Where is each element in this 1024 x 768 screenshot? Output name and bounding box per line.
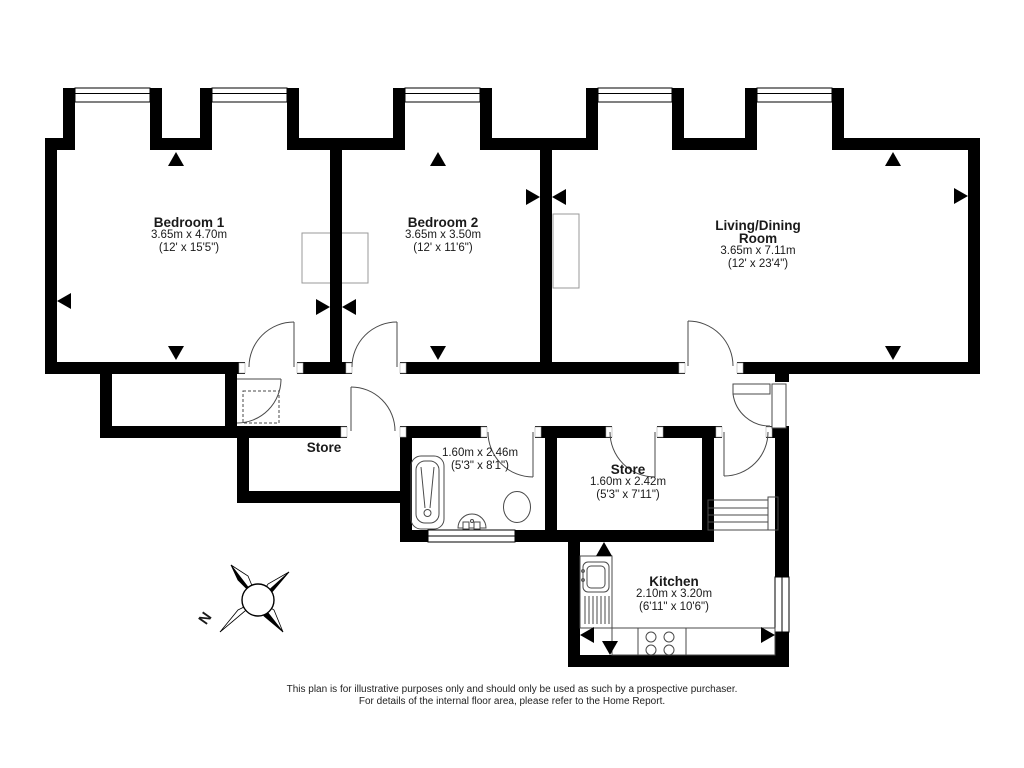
door-bedroom1 [249, 322, 294, 367]
room-label-living-dining [715, 219, 801, 271]
room-name: Bedroom 2 [407, 215, 479, 230]
room-label-bedroom1 [151, 216, 227, 255]
door-jambs [239, 363, 772, 437]
room-label-kitchen [636, 575, 712, 614]
arrow-kitchen-right [761, 627, 775, 643]
disclaimer-line1: This plan is for illustrative purposes only and should only be used as such by a prospective purchaser. [286, 684, 738, 695]
disclaimer-line2: For details of the internal floor area, please refer to the Home Report. [358, 695, 666, 707]
door-bedroom2 [352, 322, 397, 367]
room-name: Store [610, 462, 646, 477]
room-dim-metric: 3.65m x 3.50m [404, 229, 482, 241]
arrow-bed2-down [430, 346, 446, 360]
door-kitchen-lobby [724, 432, 768, 476]
arrow-living-right [954, 188, 968, 204]
kitchen-counter-bottom [612, 628, 775, 655]
drainer-icon [585, 596, 609, 624]
arrow-living-down [885, 346, 901, 360]
room-dim-imperial: (6'11" x 10'6") [639, 601, 709, 613]
room-name-line1: Living/Dining [715, 218, 801, 233]
cupboard-outline [553, 214, 579, 288]
room-name: Store [306, 440, 342, 455]
room-dim-imperial: (12' x 11'6") [413, 242, 473, 254]
room-label-store1 [307, 441, 342, 454]
room-name: Kitchen [649, 574, 699, 589]
room-name-line2: Room [738, 231, 778, 246]
room-dim-metric: 3.65m x 4.70m [150, 229, 228, 241]
arrow-bed2-right [526, 189, 540, 205]
room-dim-metric: 1.60m x 2.46m [441, 447, 519, 459]
room-dim-metric: 1.60m x 2.42m [589, 476, 667, 488]
arrow-bed1-left [57, 293, 71, 309]
kitchen-sink-icon [582, 562, 609, 592]
door-store1 [351, 387, 395, 431]
shelves-icon [708, 497, 778, 530]
arrow-kitchen-up [596, 542, 612, 556]
arrow-bed1-down [168, 346, 184, 360]
room-dim-imperial: (5'3" x 8'1") [451, 460, 509, 472]
toilet-icon [504, 492, 531, 523]
window-bedroom1-a [75, 88, 150, 102]
arrow-bed1-up [168, 152, 184, 166]
arrow-living-left [552, 189, 566, 205]
arrow-bed2-left [342, 299, 356, 315]
windows [75, 88, 832, 632]
window-living-b [757, 88, 832, 102]
window-bedroom2 [405, 88, 480, 102]
door-living [688, 321, 733, 366]
dashed-cupboard-outline [243, 391, 279, 423]
room-dim-metric: 2.10m x 3.20m [635, 588, 713, 600]
window-living-a [598, 88, 672, 102]
disclaimer [287, 684, 738, 707]
room-dim-imperial: (5'3" x 7'11") [596, 489, 660, 501]
room-label-bathroom [442, 447, 518, 473]
room-dim-imperial: (12' x 23'4") [727, 258, 789, 270]
window-kitchen [775, 577, 789, 632]
room-label-bedroom2 [405, 216, 481, 255]
room-label-store2 [590, 463, 666, 502]
room-dim-metric: 3.65m x 7.11m [720, 245, 796, 257]
hob-icon [638, 628, 686, 655]
arrow-bed1-right [316, 299, 330, 315]
sink-icon [458, 514, 486, 529]
walls [45, 88, 980, 667]
window-bedroom1-b [212, 88, 287, 102]
door-hallway-lobby [237, 379, 281, 423]
north-label: N [195, 609, 216, 628]
window-bathroom [428, 530, 515, 542]
arrow-kitchen-down [602, 641, 618, 655]
bathtub-icon [411, 456, 444, 529]
room-name: Bedroom 1 [153, 215, 225, 230]
arrow-living-up [885, 152, 901, 166]
arrow-bed2-up [430, 152, 446, 166]
arrow-kitchen-left [580, 627, 594, 643]
room-dim-imperial: (12' x 15'5") [158, 242, 220, 254]
front-door [733, 384, 786, 428]
compass-rose [220, 565, 289, 632]
